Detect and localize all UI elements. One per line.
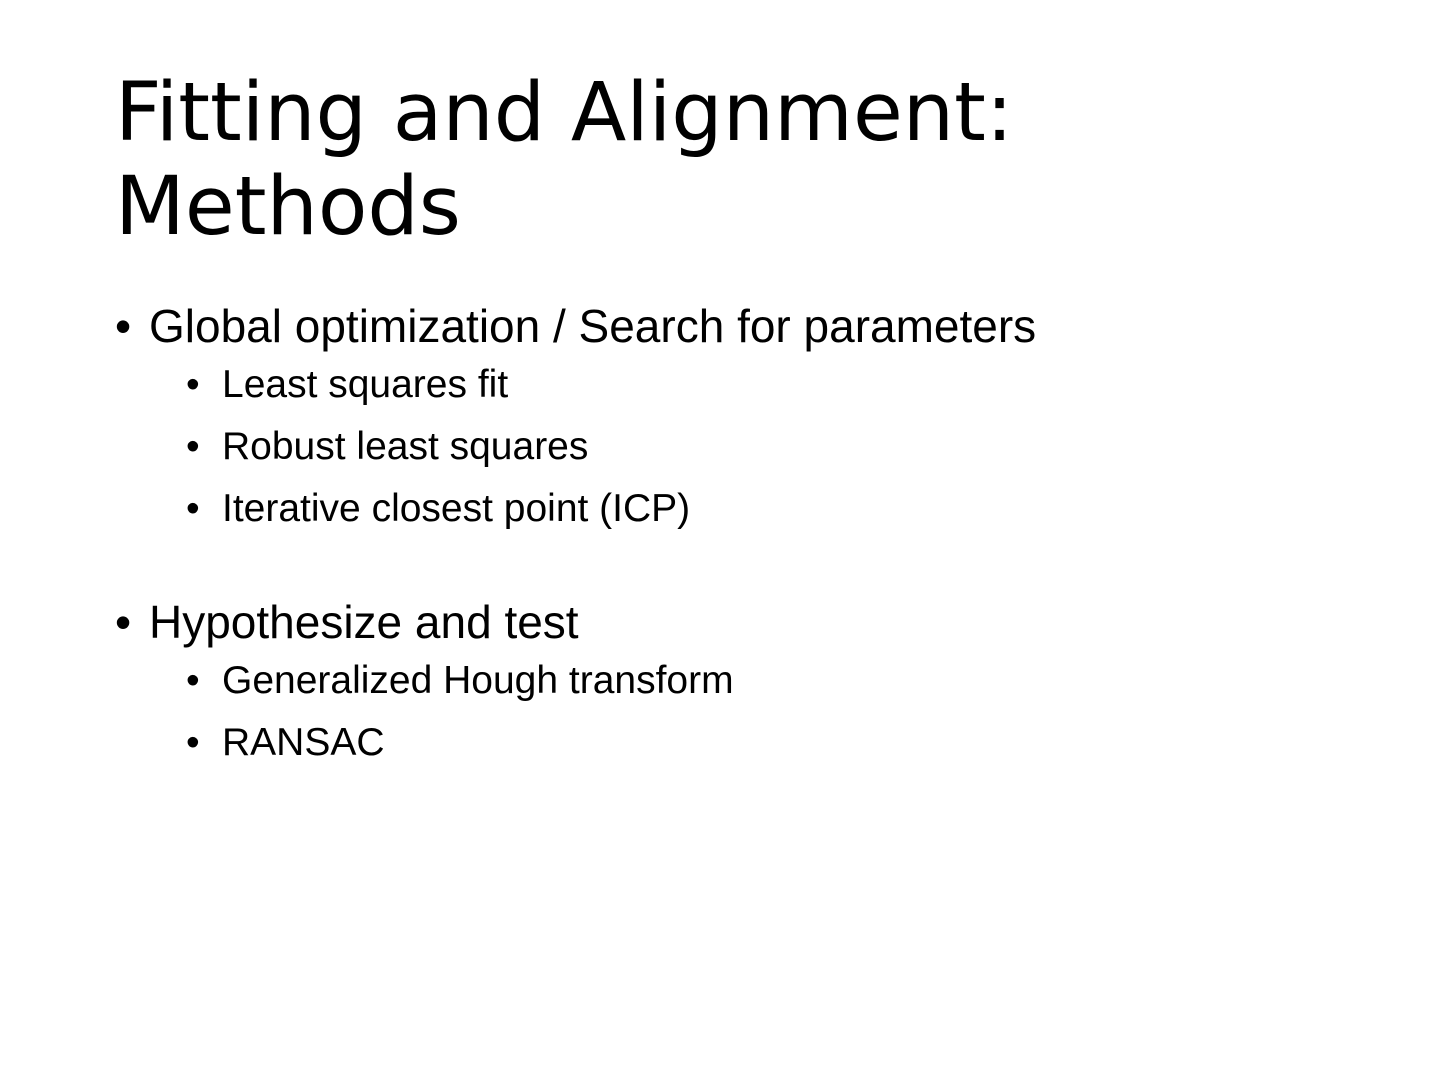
bullet-dot-icon: • <box>186 659 200 702</box>
bullet-text: Hypothesize and test <box>149 596 579 648</box>
slide-body <box>115 298 1335 828</box>
bullet-dot-icon: • <box>186 363 200 406</box>
bullet-dot-icon: • <box>186 425 200 468</box>
bullet-level2 <box>115 422 1335 472</box>
bullet-dot-icon: • <box>186 721 200 764</box>
bullet-level2 <box>115 484 1335 534</box>
bullet-text: Least squares fit <box>222 363 509 406</box>
bullet-dot-icon: • <box>115 596 132 648</box>
bullet-level1 <box>115 594 1335 650</box>
bullet-text: Global optimization / Search for parameters <box>149 300 1037 352</box>
bullet-text: RANSAC <box>222 721 385 764</box>
bullet-group-hypothesize-and-test <box>115 594 1335 768</box>
bullet-text: Iterative closest point (ICP) <box>222 487 691 530</box>
bullet-dot-icon: • <box>115 300 132 352</box>
bullet-level2 <box>115 656 1335 706</box>
bullet-level1 <box>115 298 1335 354</box>
bullet-text: Robust least squares <box>222 425 589 468</box>
bullet-level2 <box>115 360 1335 410</box>
bullet-dot-icon: • <box>186 487 200 530</box>
bullet-group-global-optimization <box>115 298 1335 534</box>
bullet-text: Generalized Hough transform <box>222 659 734 702</box>
bullet-level2 <box>115 718 1335 768</box>
slide-title: Fitting and Alignment: Methods <box>115 66 1014 254</box>
